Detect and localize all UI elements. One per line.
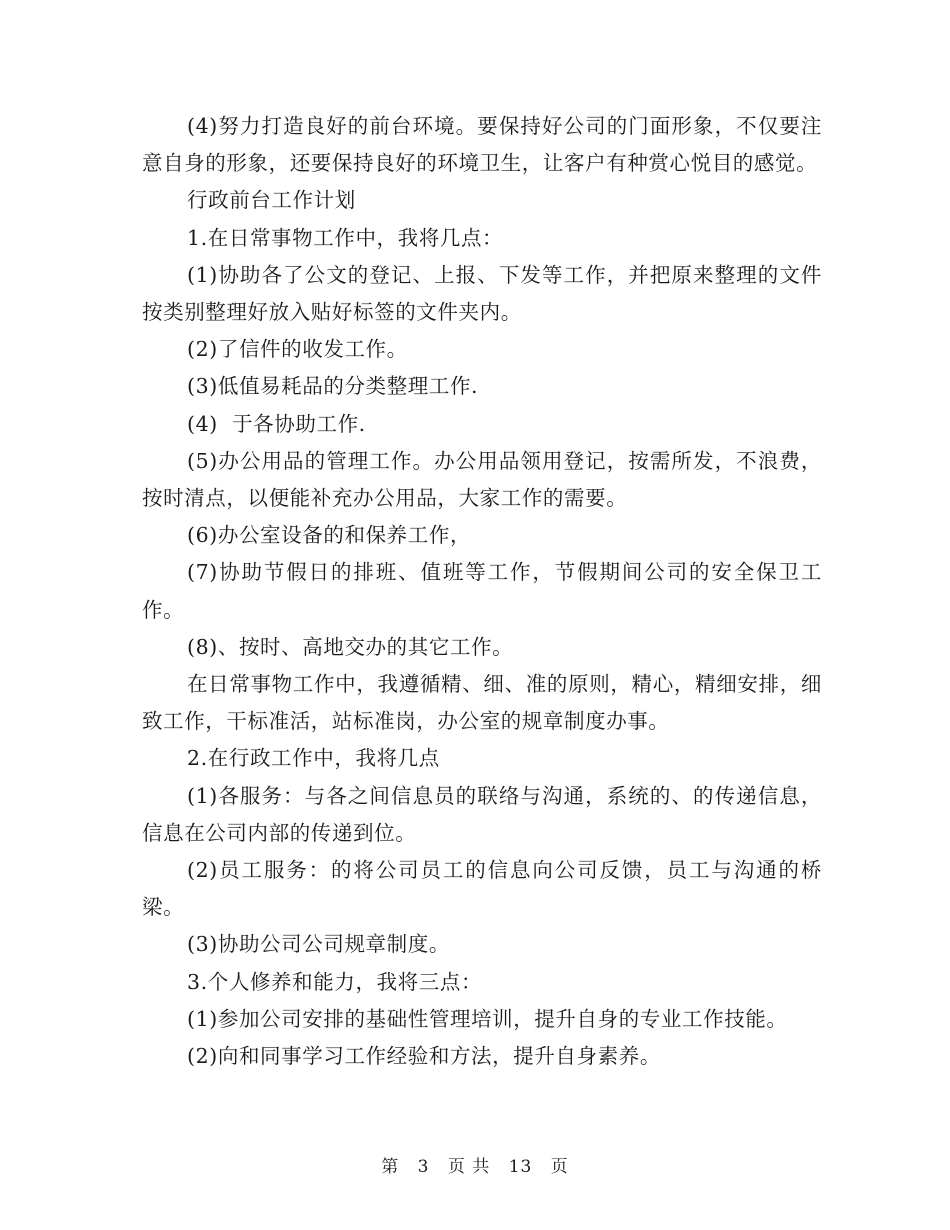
paragraph: (8)、按时、高地交办的其它工作。 bbox=[187, 634, 514, 659]
paragraph: (7)协助节假日的排班、值班等工作，节假期间公司的安全保卫工作。 bbox=[142, 560, 822, 622]
section-heading: 行政前台工作计划 bbox=[187, 188, 356, 213]
paragraph: (2)了信件的收发工作。 bbox=[187, 337, 408, 362]
paragraph: (3)低值易耗品的分类整理工作. bbox=[187, 374, 479, 399]
paragraph: (1)协助各了公文的登记、上报、下发等工作，并把原来整理的文件按类别整理好放入贴好标签的文件夹内。 bbox=[142, 262, 822, 325]
paragraph: 1.在日常事物工作中，我将几点： bbox=[187, 225, 504, 250]
paragraph: (2)向和同事学习工作经验和方法，提升自身素养。 bbox=[187, 1044, 661, 1069]
footer-suffix: 页 bbox=[550, 1157, 569, 1177]
document-body bbox=[142, 108, 822, 1075]
paragraph: (1)参加公司安排的基础性管理培训，提升自身的专业工作技能。 bbox=[187, 1006, 788, 1031]
paragraph: (2)员工服务：的将公司员工的信息向公司反馈，员工与沟通的桥梁。 bbox=[142, 858, 822, 920]
paragraph: 2.在行政工作中，我将几点 bbox=[187, 746, 440, 771]
paragraph: (1)各服务：与各之间信息员的联络与沟通，系统的、的传递信息，信息在公司内部的传递到位。 bbox=[142, 783, 822, 845]
footer-prefix: 第 bbox=[381, 1157, 400, 1177]
paragraph: 在日常事物工作中，我遵循精、细、准的原则，精心，精细安排，细致工作，干标准活，站标准岗，办公室的规章制度办事。 bbox=[142, 672, 822, 734]
paragraph: (4) 于各协助工作. bbox=[187, 411, 366, 436]
paragraph: (6)办公室设备的和保养工作， bbox=[187, 523, 472, 548]
paragraph: 3.个人修养和能力，我将三点： bbox=[187, 969, 483, 994]
footer-middle: 页 共 bbox=[447, 1157, 491, 1177]
paragraph: (5)办公用品的管理工作。办公用品领用登记，按需所发，不浪费，按时清点，以便能补充办公用品，大家工作的需要。 bbox=[142, 448, 822, 511]
paragraph: (3)协助公司公司规章制度。 bbox=[187, 932, 450, 957]
paragraph: (4)努力打造良好的前台环境。要保持好公司的门面形象，不仅要注意自身的形象，还要保持良好的环境卫生，让客户有种赏心悦目的感觉。 bbox=[142, 114, 822, 176]
page-footer bbox=[0, 1152, 950, 1177]
footer-total-pages: 13 bbox=[508, 1157, 533, 1177]
footer-page-number: 3 bbox=[417, 1157, 430, 1177]
